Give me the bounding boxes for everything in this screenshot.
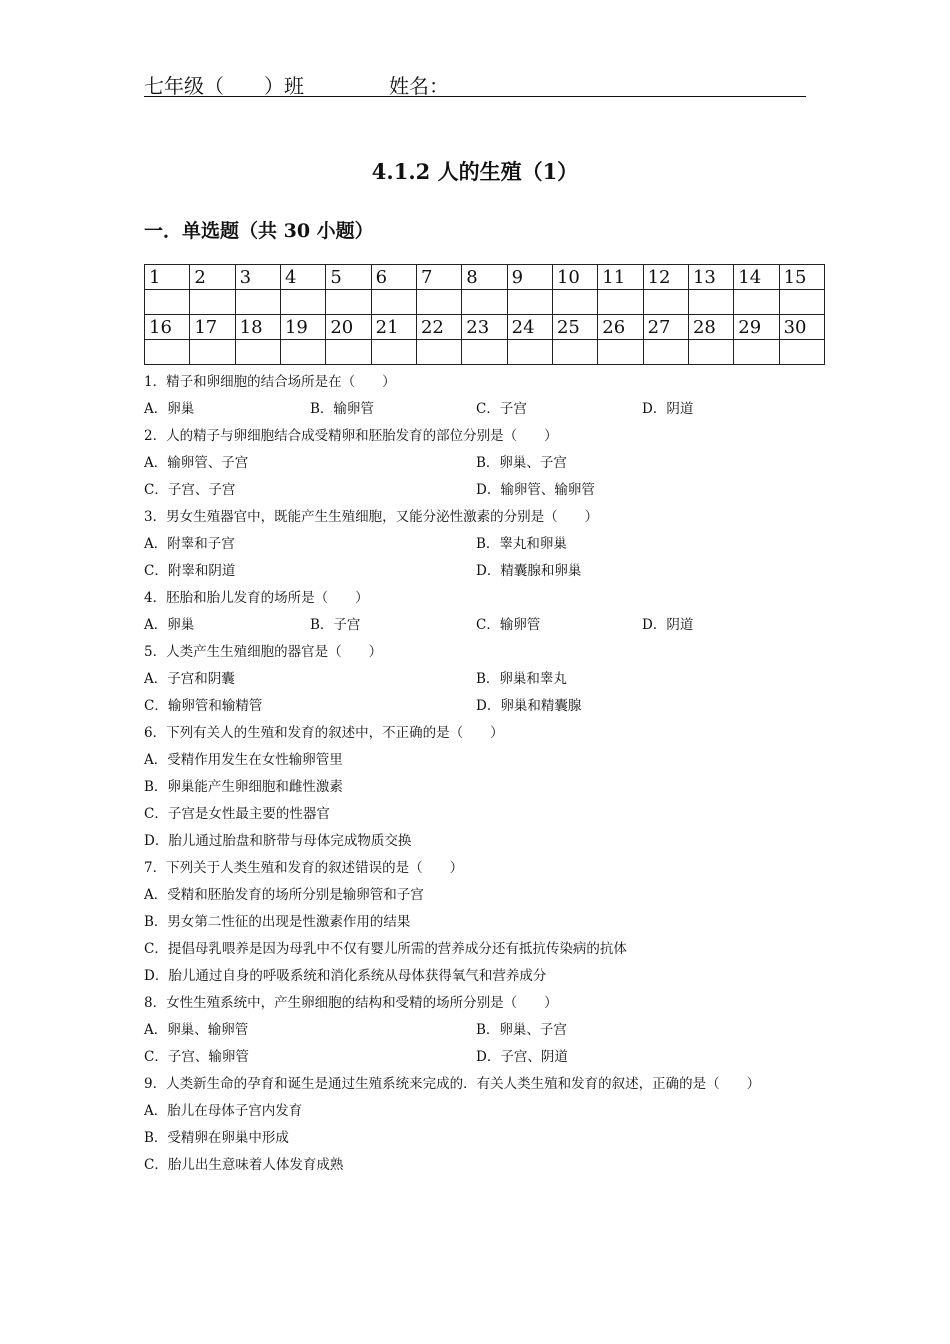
answer-grid-blank-row	[145, 340, 825, 365]
question-number-cell: 11	[598, 265, 643, 290]
question	[144, 990, 844, 1071]
answer-option: B．睾丸和卵巢	[476, 536, 567, 552]
question-number-cell: 2	[190, 265, 235, 290]
answer-option: A．受精作用发生在女性输卵管里	[144, 752, 343, 768]
question-number-cell: 30	[779, 315, 824, 340]
answer-cell[interactable]	[462, 340, 507, 365]
answer-option: C．输卵管和输精管	[144, 698, 263, 714]
question-number-cell: 20	[326, 315, 371, 340]
question-number-cell: 17	[190, 315, 235, 340]
question-number-cell: 3	[235, 265, 280, 290]
answer-option: D．精囊腺和卵巢	[476, 563, 582, 579]
answer-cell[interactable]	[235, 340, 280, 365]
answer-cell[interactable]	[280, 290, 325, 315]
answer-option: A．卵巢、输卵管	[144, 1022, 249, 1038]
answer-option: C．附睾和阴道	[144, 563, 236, 579]
question-number-cell: 14	[734, 265, 779, 290]
answer-option: B．受精卵在卵巢中形成	[144, 1130, 289, 1146]
answer-option: C．子宫、子宫	[144, 482, 236, 498]
answer-option: A．卵巢	[144, 401, 195, 417]
answer-option: C．提倡母乳喂养是因为母乳中不仅有婴儿所需的营养成分还有抵抗传染病的抗体	[144, 941, 627, 957]
answer-option: D．输卵管、输卵管	[476, 482, 595, 498]
answer-option: A．卵巢	[144, 617, 195, 633]
question	[144, 369, 844, 423]
question-stem: 3．男女生殖器官中，既能产生生殖细胞，又能分泌性激素的分别是（ ）	[144, 509, 599, 525]
answer-cell[interactable]	[688, 290, 733, 315]
answer-cell[interactable]	[507, 290, 552, 315]
question-number-cell: 10	[552, 265, 597, 290]
answer-grid	[144, 264, 825, 365]
section-heading: 一．单选题（共 30 小题）	[144, 220, 374, 242]
question-number-cell: 23	[462, 315, 507, 340]
question-stem: 5．人类产生生殖细胞的器官是（ ）	[144, 644, 383, 660]
answer-option: C．胎儿出生意味着人体发育成熟	[144, 1157, 344, 1173]
question	[144, 639, 844, 720]
answer-cell[interactable]	[371, 340, 416, 365]
answer-cell[interactable]	[190, 290, 235, 315]
question-number-cell: 6	[371, 265, 416, 290]
question-stem: 8．女性生殖系统中，产生卵细胞的结构和受精的场所分别是（ ）	[144, 995, 558, 1011]
answer-grid-blank-row	[145, 290, 825, 315]
page-title: 4.1.2 人的生殖（1）	[371, 159, 579, 184]
answer-cell[interactable]	[507, 340, 552, 365]
student-info-header	[144, 66, 806, 97]
options-row	[144, 450, 844, 477]
answer-option: C．子宫	[476, 401, 527, 417]
answer-grid-number-row	[145, 265, 825, 290]
options-row	[144, 666, 844, 693]
answer-cell[interactable]	[280, 340, 325, 365]
answer-option: D．阴道	[642, 401, 694, 417]
answer-cell[interactable]	[416, 340, 461, 365]
answer-option: A．胎儿在母体子宫内发育	[144, 1103, 303, 1119]
answer-option: C．子宫、输卵管	[144, 1049, 249, 1065]
answer-grid-number-row	[145, 315, 825, 340]
question	[144, 1071, 844, 1179]
answer-cell[interactable]	[552, 290, 597, 315]
answer-option: D．胎儿通过胎盘和脐带与母体完成物质交换	[144, 833, 412, 849]
options-row	[144, 693, 844, 720]
answer-cell[interactable]	[145, 340, 190, 365]
question-number-cell: 26	[598, 315, 643, 340]
question-number-cell: 28	[688, 315, 733, 340]
question-number-cell: 13	[688, 265, 733, 290]
question-number-cell: 9	[507, 265, 552, 290]
answer-option: A．受精和胚胎发育的场所分别是输卵管和子宫	[144, 887, 424, 903]
answer-cell[interactable]	[779, 290, 824, 315]
answer-option: B．男女第二性征的出现是性激素作用的结果	[144, 914, 411, 930]
answer-option: B．卵巢和睾丸	[476, 671, 567, 687]
answer-option: D．阴道	[642, 617, 694, 633]
question	[144, 585, 844, 639]
answer-cell[interactable]	[779, 340, 824, 365]
answer-cell[interactable]	[326, 290, 371, 315]
answer-option: A．输卵管、子宫	[144, 455, 249, 471]
question-number-cell: 5	[326, 265, 371, 290]
answer-cell[interactable]	[371, 290, 416, 315]
question-number-cell: 8	[462, 265, 507, 290]
question-list	[144, 369, 844, 1179]
question	[144, 855, 844, 990]
answer-cell[interactable]	[235, 290, 280, 315]
answer-option: C．输卵管	[476, 617, 541, 633]
question	[144, 504, 844, 585]
options-row	[144, 558, 844, 585]
answer-option: C．子宫是女性最主要的性器官	[144, 806, 330, 822]
answer-option: D．子宫、阴道	[476, 1049, 568, 1065]
options-row	[144, 477, 844, 504]
answer-cell[interactable]	[688, 340, 733, 365]
answer-cell[interactable]	[190, 340, 235, 365]
answer-cell[interactable]	[326, 340, 371, 365]
question-number-cell: 24	[507, 315, 552, 340]
options-row	[144, 396, 844, 423]
options-row	[144, 1044, 844, 1071]
question-number-cell: 27	[643, 315, 688, 340]
answer-cell[interactable]	[145, 290, 190, 315]
answer-option: A．附睾和子宫	[144, 536, 235, 552]
answer-option: B．输卵管	[310, 401, 374, 417]
answer-cell[interactable]	[643, 340, 688, 365]
question	[144, 720, 844, 855]
answer-cell[interactable]	[462, 290, 507, 315]
question-stem: 9．人类新生命的孕育和诞生是通过生殖系统来完成的．有关人类生殖和发育的叙述，正确的是（ ）	[144, 1076, 761, 1092]
name-label: 姓名：	[389, 74, 449, 98]
question-stem: 6．下列有关人的生殖和发育的叙述中，不正确的是（ ）	[144, 725, 504, 741]
question-stem: 4．胚胎和胎儿发育的场所是（ ）	[144, 590, 369, 606]
question	[144, 423, 844, 504]
answer-option: B．卵巢、子宫	[476, 455, 567, 471]
question-number-cell: 25	[552, 315, 597, 340]
question-number-cell: 22	[416, 315, 461, 340]
answer-option: A．子宫和阴囊	[144, 671, 235, 687]
answer-cell[interactable]	[643, 290, 688, 315]
answer-cell[interactable]	[552, 340, 597, 365]
answer-cell[interactable]	[416, 290, 461, 315]
options-row	[144, 612, 844, 639]
question-number-cell: 16	[145, 315, 190, 340]
options-row	[144, 1017, 844, 1044]
answer-cell[interactable]	[598, 340, 643, 365]
question-number-cell: 1	[145, 265, 190, 290]
answer-option: D．胎儿通过自身的呼吸系统和消化系统从母体获得氧气和营养成分	[144, 968, 547, 984]
question-stem: 1．精子和卵细胞的结合场所是在（ ）	[144, 374, 396, 390]
question-number-cell: 21	[371, 315, 416, 340]
answer-option: D．卵巢和精囊腺	[476, 698, 582, 714]
question-number-cell: 19	[280, 315, 325, 340]
question-number-cell: 4	[280, 265, 325, 290]
answer-option: B．卵巢能产生卵细胞和雌性激素	[144, 779, 343, 795]
class-label: 七年级（ ）班	[144, 74, 304, 98]
answer-cell[interactable]	[734, 290, 779, 315]
question-number-cell: 15	[779, 265, 824, 290]
answer-cell[interactable]	[598, 290, 643, 315]
answer-cell[interactable]	[734, 340, 779, 365]
question-stem: 7．下列关于人类生殖和发育的叙述错误的是（ ）	[144, 860, 464, 876]
answer-option: B．子宫	[310, 617, 361, 633]
question-number-cell: 7	[416, 265, 461, 290]
question-number-cell: 18	[235, 315, 280, 340]
question-stem: 2．人的精子与卵细胞结合成受精卵和胚胎发育的部位分别是（ ）	[144, 428, 558, 444]
question-number-cell: 29	[734, 315, 779, 340]
options-row	[144, 531, 844, 558]
question-number-cell: 12	[643, 265, 688, 290]
answer-option: B．卵巢、子宫	[476, 1022, 567, 1038]
